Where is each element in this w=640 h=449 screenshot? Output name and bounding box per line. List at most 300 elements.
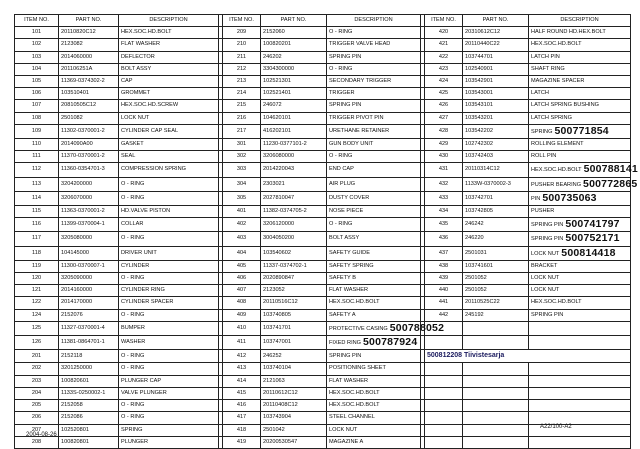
description-text: FLAT WASHER — [329, 287, 369, 294]
description-cell — [119, 273, 219, 285]
description-text: GUN BODY UNIT — [329, 141, 374, 148]
description-cell — [327, 297, 421, 309]
item-number-text: 212 — [236, 65, 247, 72]
item-number-text: 434 — [438, 208, 449, 215]
part-number-text: 2020890847 — [263, 275, 295, 282]
description-cell — [327, 273, 421, 285]
part-number-text: 103540602 — [263, 249, 291, 256]
description-cell — [529, 88, 631, 100]
part-number-cell — [59, 100, 119, 112]
table-row — [15, 39, 631, 51]
part-number-cell — [261, 363, 327, 375]
item-number-text: 113 — [32, 180, 41, 187]
description-cell — [327, 375, 421, 387]
part-number-cell — [463, 297, 529, 309]
part-number-cell — [59, 363, 119, 375]
part-number-text: 2152118 — [61, 352, 83, 359]
description-cell — [119, 285, 219, 297]
part-number-cell — [59, 88, 119, 100]
item-number-text: 420 — [438, 29, 449, 36]
table-row — [15, 151, 631, 163]
part-number-cell — [463, 191, 529, 205]
item-number-text: 303 — [236, 166, 247, 173]
table-row — [15, 350, 631, 363]
part-number-cell — [463, 336, 529, 350]
item-number-cell — [223, 260, 261, 272]
description-text: PROTECTIVE CASING — [329, 325, 388, 332]
item-number-cell — [425, 206, 463, 218]
part-number-cell — [261, 375, 327, 387]
description-text: O - RING — [121, 180, 145, 187]
part-number-text: 103543201 — [465, 114, 493, 121]
part-number-text: 416202101 — [263, 127, 291, 134]
description-text: SPRING PIN — [329, 352, 362, 359]
item-number-text: 106 — [31, 90, 42, 97]
item-number-text: 124 — [31, 311, 42, 318]
part-number-text: 3206120000 — [263, 221, 295, 228]
item-number-text: 105 — [31, 78, 42, 85]
description-text: SHAFT RING — [531, 65, 565, 72]
description-text: HEX.SOC.HD.BOLT — [531, 41, 582, 48]
item-number-cell — [223, 297, 261, 309]
description-cell — [119, 39, 219, 51]
description-text: ROLLING ELEMENT — [531, 141, 584, 148]
description-cell — [327, 246, 421, 260]
part-number-cell — [261, 285, 327, 297]
description-cell — [119, 63, 219, 75]
description-cell — [119, 124, 219, 138]
description-cell — [529, 112, 631, 124]
item-number-text: 114 — [32, 194, 41, 201]
description-cell — [529, 232, 631, 246]
item-number-text: 119 — [32, 262, 41, 269]
part-number-cell — [59, 139, 119, 151]
part-number-cell — [463, 232, 529, 246]
description-cell — [529, 363, 631, 375]
description-cell — [529, 63, 631, 75]
item-number-text: 210 — [236, 41, 247, 48]
part-number-text: 103542202 — [465, 127, 493, 134]
description-text: VALVE PLUNGER — [121, 389, 167, 396]
description-cell — [327, 51, 421, 63]
table-row — [15, 218, 631, 232]
item-number-cell — [15, 321, 59, 335]
part-number-text: 2014170000 — [61, 299, 93, 306]
item-number-text: 433 — [438, 194, 449, 201]
part-number-cell — [261, 51, 327, 63]
item-number-text: 302 — [236, 153, 247, 160]
part-number-text: 2027810047 — [263, 194, 295, 201]
description-cell — [119, 246, 219, 260]
description-cell — [327, 321, 445, 335]
description-cell — [327, 63, 421, 75]
description-text: BRACKET — [531, 262, 558, 269]
table-row — [15, 76, 631, 88]
part-number-cell — [261, 400, 327, 412]
description-cell — [327, 76, 421, 88]
part-number-cell — [59, 285, 119, 297]
description-cell — [529, 39, 631, 51]
handwritten-part-number: 500735063 — [542, 191, 597, 204]
item-number-text: 107 — [31, 102, 42, 109]
part-number-cell — [59, 232, 119, 246]
item-number-cell — [223, 51, 261, 63]
description-cell — [327, 218, 421, 232]
part-number-text: 102521301 — [263, 78, 291, 85]
part-number-cell — [261, 424, 327, 436]
description-text: FIXED RING — [329, 340, 362, 347]
part-number-text: 3304300000 — [263, 65, 295, 72]
item-number-cell — [15, 400, 59, 412]
description-text: HEX.SOC.HD.BOLT — [329, 402, 380, 409]
part-number-cell — [463, 273, 529, 285]
part-number-cell — [59, 273, 119, 285]
description-cell — [119, 206, 219, 218]
description-cell — [119, 260, 219, 272]
item-number-cell — [223, 191, 261, 205]
item-number-text: 109 — [31, 127, 42, 134]
item-number-cell — [15, 260, 59, 272]
part-number-cell — [261, 232, 327, 246]
part-number-text: 103741601 — [465, 262, 493, 269]
part-number-cell — [261, 412, 327, 424]
table-row — [15, 27, 631, 39]
item-number-text: 202 — [31, 365, 42, 372]
table-row — [15, 88, 631, 100]
description-text: LATCH SPRING — [531, 114, 572, 121]
table-row — [15, 51, 631, 63]
part-number-text: 102520801 — [61, 426, 89, 433]
part-number-cell — [59, 321, 119, 335]
part-number-cell — [59, 177, 119, 191]
description-cell — [119, 321, 219, 335]
description-text: O - RING — [121, 311, 145, 318]
part-number-cell — [59, 151, 119, 163]
part-number-cell — [59, 27, 119, 39]
description-cell — [529, 273, 631, 285]
table-row — [15, 100, 631, 112]
item-number-cell — [425, 88, 463, 100]
description-cell — [529, 400, 631, 412]
description-text: BOLT ASSY — [121, 65, 152, 72]
part-number-text: 103740805 — [263, 311, 291, 318]
handwritten-part-number: 500788141 — [583, 163, 638, 176]
item-number-cell — [425, 260, 463, 272]
part-number-cell — [59, 260, 119, 272]
part-number-text: 11230-0377101-2 — [263, 141, 307, 148]
part-number-text: 20110408C12 — [263, 402, 298, 409]
part-number-text: 104620101 — [263, 114, 291, 121]
part-number-text: 20110820C12 — [61, 29, 96, 36]
description-text: O - RING — [121, 194, 145, 201]
item-number-text: 435 — [438, 221, 449, 228]
description-cell — [529, 436, 631, 448]
part-number-text: 246072 — [263, 102, 282, 109]
part-number-text: 3206080000 — [263, 153, 295, 160]
item-number-text: 208 — [31, 438, 42, 445]
description-text: BOLT ASSY — [329, 235, 360, 242]
item-number-cell — [223, 112, 261, 124]
part-number-cell — [261, 350, 327, 363]
item-number-text: 407 — [236, 287, 247, 294]
table-row — [15, 309, 631, 321]
description-text: BUMPER — [121, 324, 145, 331]
item-number-cell — [15, 412, 59, 424]
part-number-cell — [59, 336, 119, 350]
item-number-text: 440 — [438, 287, 449, 294]
part-number-cell — [463, 63, 529, 75]
description-text: LOCK NUT — [531, 275, 560, 282]
part-number-cell — [59, 51, 119, 63]
table-row — [15, 124, 631, 138]
part-number-text: 2123082 — [61, 41, 83, 48]
item-number-text: 429 — [438, 141, 449, 148]
description-text: PLUNGER — [121, 438, 149, 445]
part-number-cell — [59, 163, 119, 177]
item-number-cell — [223, 177, 261, 191]
part-number-text: 2152058 — [61, 402, 83, 409]
description-cell — [119, 51, 219, 63]
item-number-cell — [425, 436, 463, 448]
part-number-text: 245192 — [465, 311, 484, 318]
part-number-text: 2501031 — [465, 249, 487, 256]
description-cell — [119, 375, 219, 387]
description-cell — [529, 27, 631, 39]
description-text: SAFETY A — [329, 311, 356, 318]
description-text: CYLINDER RING — [121, 287, 165, 294]
description-text: O - RING — [329, 65, 353, 72]
description-cell — [327, 400, 421, 412]
description-cell — [327, 112, 421, 124]
description-cell — [119, 27, 219, 39]
handwritten-part-number: 500788052 — [389, 321, 445, 334]
part-number-text: 2014220043 — [263, 166, 295, 173]
column-header: ITEM NO. — [223, 15, 261, 27]
part-number-text: 11369-0374302-2 — [61, 78, 105, 85]
description-text: STEEL CHANNEL — [329, 414, 375, 421]
part-number-cell — [261, 297, 327, 309]
item-number-text: 304 — [236, 180, 247, 187]
table-row — [15, 260, 631, 272]
part-number-text: 11370-0370001-2 — [61, 153, 105, 160]
item-number-cell — [15, 112, 59, 124]
item-number-cell — [223, 163, 261, 177]
item-number-text: 413 — [236, 365, 247, 372]
item-number-text: 427 — [438, 114, 449, 121]
part-number-cell — [463, 285, 529, 297]
part-number-cell — [261, 88, 327, 100]
description-text: ROLL PIN — [531, 153, 557, 160]
description-text: LOCK NUT — [121, 114, 150, 121]
item-number-cell — [425, 100, 463, 112]
description-text: DUSTY COVER — [329, 194, 370, 201]
item-number-text: 417 — [236, 414, 247, 421]
part-number-cell — [463, 436, 529, 448]
item-number-cell — [15, 177, 59, 191]
part-number-cell — [463, 387, 529, 399]
item-number-text: 418 — [236, 426, 247, 433]
part-number-cell — [261, 191, 327, 205]
part-number-text: 3205090000 — [61, 275, 93, 282]
item-number-cell — [223, 363, 261, 375]
part-number-cell — [59, 436, 119, 448]
item-number-text: 415 — [236, 389, 247, 396]
description-text: SPRING — [121, 426, 143, 433]
column-header: DESCRIPTION — [327, 15, 421, 27]
item-number-cell — [15, 285, 59, 297]
item-number-cell — [223, 39, 261, 51]
item-number-cell — [223, 206, 261, 218]
item-number-cell — [425, 375, 463, 387]
part-number-cell — [59, 309, 119, 321]
item-number-text: 430 — [438, 153, 449, 160]
description-text: SAFETY SPRING — [329, 262, 374, 269]
description-text: DEFLECTOR — [121, 53, 155, 60]
part-number-text: 20110516C12 — [263, 299, 298, 306]
item-number-text: 205 — [31, 402, 42, 409]
description-cell — [327, 285, 421, 297]
description-text: LOCK NUT — [531, 287, 560, 294]
item-number-text: 411 — [237, 339, 246, 346]
item-number-cell — [15, 51, 59, 63]
item-number-text: 126 — [31, 339, 42, 346]
description-cell — [119, 424, 219, 436]
part-number-cell — [463, 412, 529, 424]
item-number-cell — [223, 400, 261, 412]
item-number-cell — [15, 100, 59, 112]
item-number-cell — [425, 51, 463, 63]
item-number-text: 424 — [438, 78, 449, 85]
part-number-cell — [59, 350, 119, 363]
description-cell — [327, 206, 421, 218]
table-row — [15, 273, 631, 285]
description-cell — [119, 218, 219, 232]
part-number-text: 2121063 — [263, 377, 285, 384]
item-number-text: 108 — [31, 114, 42, 121]
item-number-text: 409 — [236, 311, 247, 318]
description-cell — [529, 309, 631, 321]
part-number-cell — [261, 163, 327, 177]
table-row — [15, 297, 631, 309]
description-cell — [327, 260, 421, 272]
item-number-text: 414 — [236, 377, 247, 384]
item-number-cell — [15, 76, 59, 88]
document-code: A22/100-A2 — [540, 424, 572, 430]
description-cell — [529, 285, 631, 297]
description-text: CYLINDER SPACER — [121, 299, 174, 306]
part-number-cell — [261, 151, 327, 163]
part-number-text: 11337-0374702-1 — [263, 262, 307, 269]
part-number-cell — [261, 206, 327, 218]
part-number-cell — [261, 76, 327, 88]
part-number-cell — [59, 39, 119, 51]
item-number-cell — [425, 246, 463, 260]
item-number-text: 405 — [236, 262, 247, 269]
description-cell — [327, 436, 421, 448]
description-cell — [327, 139, 421, 151]
handwritten-part-number: 500787924 — [363, 336, 418, 349]
part-number-cell — [261, 273, 327, 285]
description-text: SPRING PIN — [329, 102, 362, 109]
part-number-cell — [261, 39, 327, 51]
description-text: SPRING PIN — [531, 222, 564, 229]
item-number-text: 207 — [31, 426, 42, 433]
item-number-text: 404 — [236, 249, 247, 256]
item-number-cell — [15, 273, 59, 285]
table-row — [15, 177, 631, 191]
part-number-text: 2501052 — [465, 287, 487, 294]
item-number-cell — [223, 76, 261, 88]
part-number-cell — [463, 112, 529, 124]
part-number-text: 246220 — [465, 235, 484, 242]
description-text: SAFETY B — [329, 275, 356, 282]
part-number-text: 246252 — [263, 352, 282, 359]
description-cell — [327, 151, 421, 163]
part-number-text: 1133S-0250002-1 — [61, 389, 106, 396]
item-number-text: 116 — [32, 221, 41, 228]
table-row — [15, 375, 631, 387]
item-number-cell — [223, 124, 261, 138]
column-header: PART NO. — [463, 15, 529, 27]
part-number-cell — [463, 177, 529, 191]
part-number-cell — [261, 139, 327, 151]
item-number-cell — [425, 412, 463, 424]
description-cell — [327, 124, 421, 138]
description-cell — [327, 163, 421, 177]
item-number-text: 416 — [236, 402, 247, 409]
item-number-cell — [223, 218, 261, 232]
handwritten-part-number: 500814418 — [561, 246, 616, 259]
description-cell — [119, 400, 219, 412]
description-cell — [327, 88, 421, 100]
part-number-cell — [59, 424, 119, 436]
description-cell — [327, 387, 421, 399]
item-number-cell — [15, 436, 59, 448]
part-number-text: 100820601 — [61, 377, 89, 384]
item-number-cell — [15, 218, 59, 232]
item-number-cell — [425, 297, 463, 309]
description-text: COLLAR — [121, 221, 144, 228]
item-number-text: 410 — [236, 324, 247, 331]
description-cell — [119, 100, 219, 112]
part-number-cell — [463, 124, 529, 138]
description-cell — [327, 27, 421, 39]
item-number-text: 423 — [438, 65, 449, 72]
item-number-cell — [425, 350, 631, 363]
item-number-cell — [425, 273, 463, 285]
part-number-text: 103543101 — [465, 102, 493, 109]
item-number-cell — [425, 163, 463, 177]
item-number-text: 305 — [236, 194, 247, 201]
item-number-text: 403 — [236, 235, 247, 242]
item-number-text: 112 — [32, 166, 41, 173]
part-number-cell — [463, 51, 529, 63]
description-text: O - RING — [121, 365, 145, 372]
item-number-cell — [223, 139, 261, 151]
item-number-cell — [15, 232, 59, 246]
description-text: GASKET — [121, 141, 144, 148]
column-header: DESCRIPTION — [119, 15, 219, 27]
description-text: SEAL — [121, 153, 136, 160]
description-text: FLAT WASHER — [329, 377, 369, 384]
description-text: AIR PLUG — [329, 180, 356, 187]
column-header: ITEM NO. — [15, 15, 59, 27]
item-number-text: 102 — [31, 41, 42, 48]
part-number-text: 2014060000 — [61, 53, 93, 60]
part-number-text: 20110612C12 — [263, 389, 298, 396]
item-number-cell — [425, 63, 463, 75]
description-cell — [529, 246, 631, 260]
